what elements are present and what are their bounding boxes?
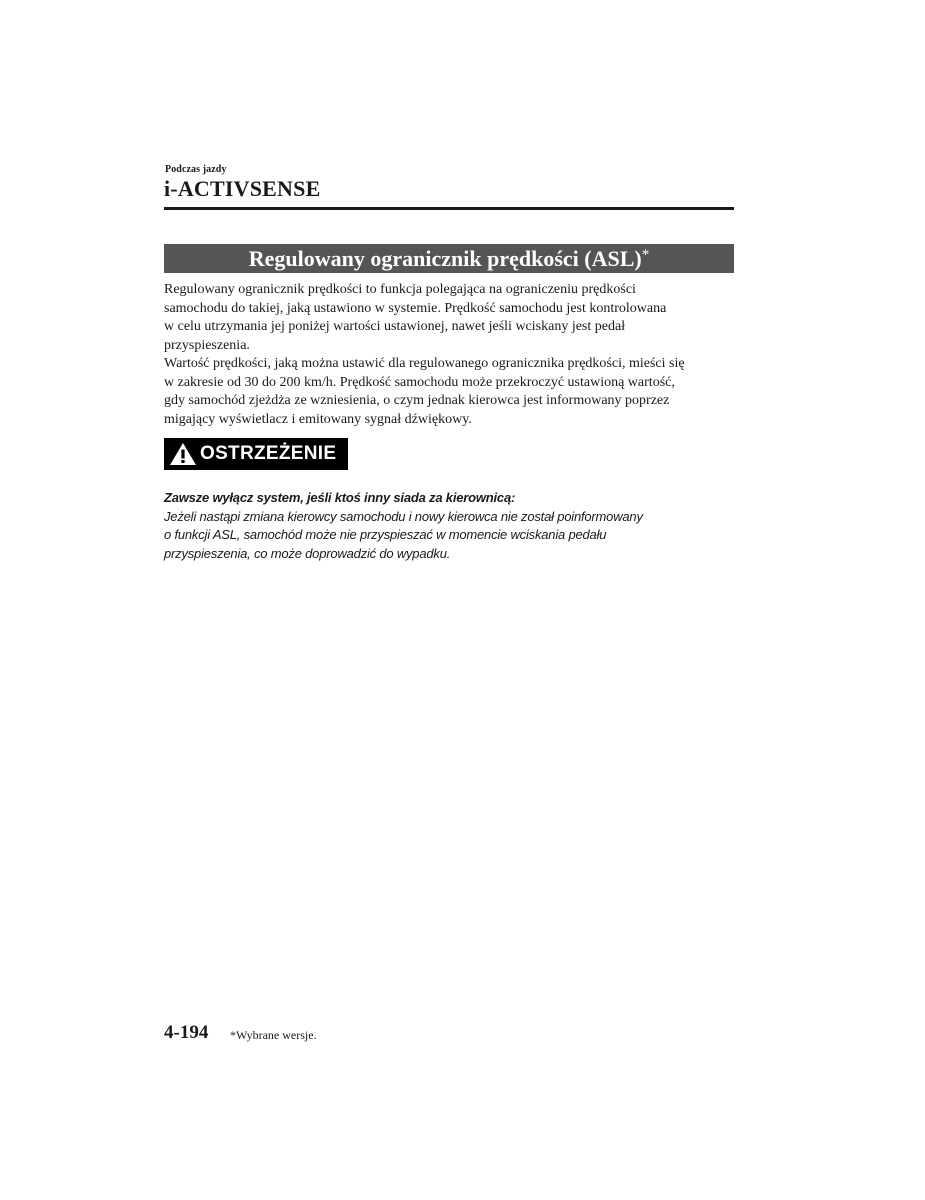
body-text (164, 281, 739, 429)
warning-line: Jeżeli nastąpi zmiana kierowcy samochodu i nowy kierowca nie został poinformowany (164, 508, 643, 524)
section-heading (164, 244, 734, 273)
warning-line: przyspieszenia, co może doprowadzić do wypadku. (164, 545, 451, 561)
warning-line: o funkcji ASL, samochód może nie przyspieszać w momencie wciskania pedału (164, 527, 607, 542)
chapter-label: Podczas jazdy (165, 164, 227, 175)
page-number: 4-194 (164, 1022, 209, 1043)
footnote: *Wybrane wersje. (230, 1028, 317, 1042)
body-line: gdy samochód zjeżdża ze wzniesienia, o czym jednak kierowca jest informowany poprzez (164, 393, 670, 408)
body-line: migający wyświetlacz i emitowany sygnał dźwiękowy. (164, 411, 472, 427)
body-line: w zakresie od 30 do 200 km/h. Prędkość samochodu może przekroczyć ustawioną wartość, (164, 374, 675, 390)
header-divider (164, 207, 734, 210)
section-heading-marker: * (641, 247, 650, 263)
body-line: Regulowany ogranicznik prędkości to funkcja polegająca na ograniczeniu prędkości (164, 282, 636, 297)
body-line: przyspieszenia. (164, 337, 250, 353)
warning-heading: Zawsze wyłącz system, jeśli ktoś inny siada za kierownicą: (164, 490, 516, 505)
warning-label-text: OSTRZEŻENIE (200, 443, 337, 464)
warning-label (164, 438, 348, 470)
warning-triangle-icon (169, 442, 197, 466)
warning-body (164, 489, 734, 563)
body-line: Wartość prędkości, jaką można ustawić dla regulowanego ogranicznika prędkości, mieści się (164, 356, 685, 371)
chapter-title: i-ACTIVSENSE (164, 176, 321, 201)
section-heading-text: Regulowany ogranicznik prędkości (ASL) (248, 246, 642, 271)
body-line: w celu utrzymania jej poniżej wartości ustawionej, nawet jeśli wciskany jest pedał (164, 319, 626, 334)
body-line: samochodu do takiej, jaką ustawiono w systemie. Prędkość samochodu jest kontrolowana (164, 300, 667, 316)
